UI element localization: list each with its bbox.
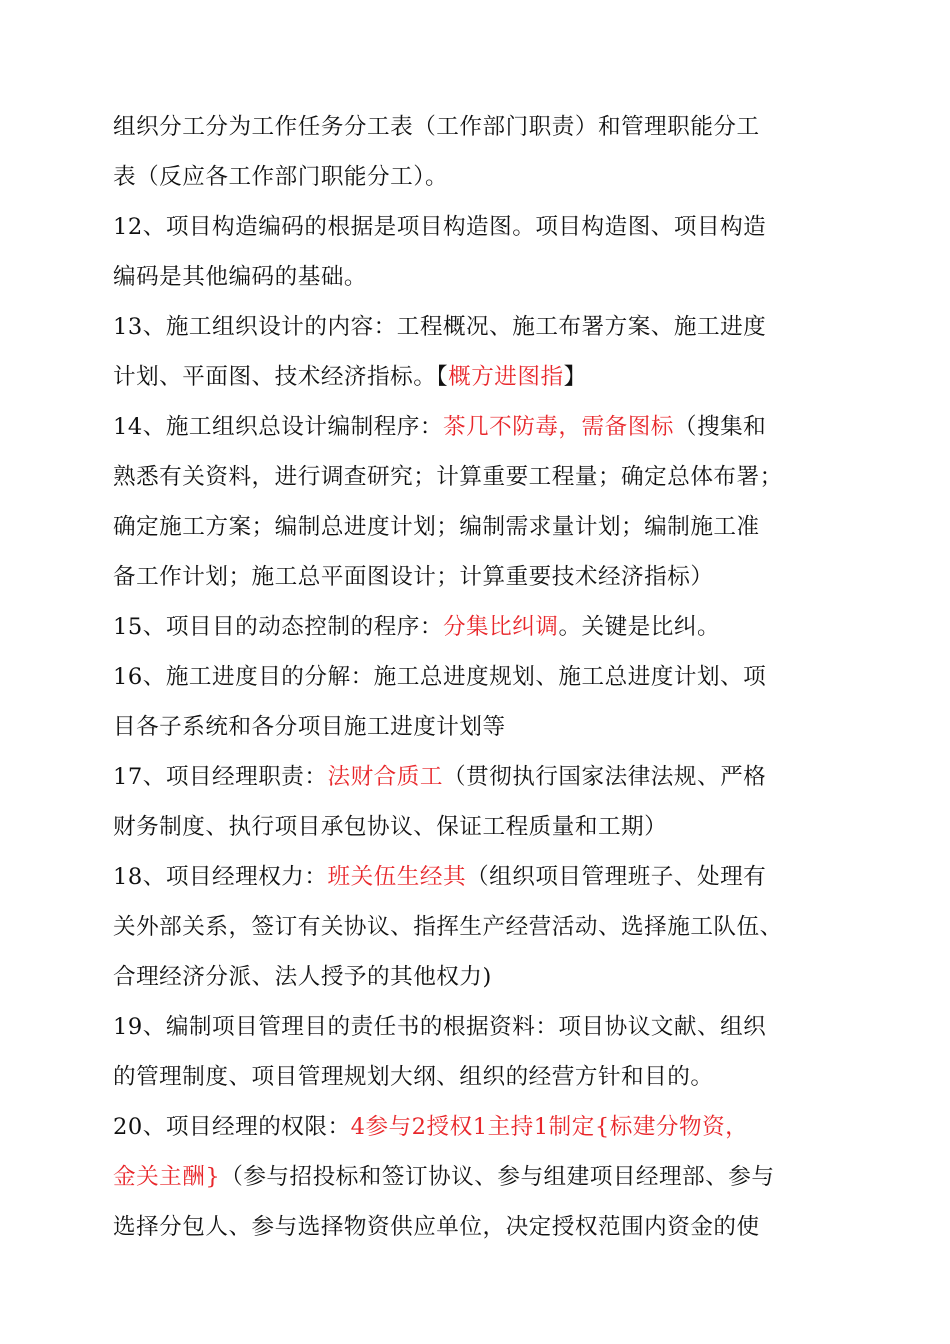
text-line (113, 552, 873, 602)
text-segment: 16、施工进度目的分解：施工总进度规划、施工总进度计划、项 (113, 664, 767, 690)
text-segment: 备工作计划；施工总平面图设计；计算重要技术经济指标） (113, 564, 714, 590)
text-line (113, 1202, 873, 1252)
text-line (113, 602, 873, 652)
text-line (113, 252, 873, 302)
text-segment: 19、编制项目管理目的责任书的根据资料：项目协议文献、组织 (113, 1014, 767, 1040)
text-line (113, 902, 873, 952)
text-segment: 】 (563, 364, 587, 390)
text-segment: 关外部关系，签订有关协议、指挥生产经营活动、选择施工队伍、 (113, 914, 783, 940)
text-line (113, 852, 873, 902)
mnemonic-highlight: 金关主酬} (113, 1164, 221, 1190)
text-segment: 编码是其他编码的基础。 (113, 264, 368, 290)
text-segment: 合理经济分派、法人授予的其他权力) (113, 964, 492, 990)
document-page (113, 102, 873, 1252)
text-segment: 13、施工组织设计的内容：工程概况、施工布署方案、施工进度 (113, 314, 767, 340)
text-segment: （贯彻执行国家法律法规、严格 (442, 764, 767, 790)
text-segment: （搜集和 (673, 414, 767, 440)
text-line (113, 1152, 873, 1202)
text-line (113, 652, 873, 702)
text-line (113, 402, 873, 452)
text-segment: 14、施工组织总设计编制程序： (113, 414, 443, 440)
text-line (113, 452, 873, 502)
mnemonic-highlight: 法财合质工 (327, 764, 443, 790)
text-segment: 17、项目经理职责： (113, 764, 328, 790)
text-segment: 目各子系统和各分项目施工进度计划等 (113, 714, 506, 740)
text-segment: 计划、平面图、技术经济指标。【 (113, 364, 449, 390)
text-segment: 。关键是比纠。 (558, 614, 721, 640)
text-line (113, 952, 873, 1002)
text-segment: 熟悉有关资料，进行调查研究；计算重要工程量；确定总体布署； (113, 464, 783, 490)
text-segment: 的管理制度、项目管理规划大纲、组织的经营方针和目的。 (113, 1064, 714, 1090)
text-segment: 财务制度、执行项目承包协议、保证工程质量和工期） (113, 814, 668, 840)
text-line (113, 202, 873, 252)
text-line (113, 302, 873, 352)
text-line (113, 502, 873, 552)
text-segment: （组织项目管理班子、处理有 (466, 864, 767, 890)
text-line (113, 702, 873, 752)
text-segment: 表（反应各工作部门职能分工）。 (113, 164, 449, 190)
text-segment: 15、项目目的动态控制的程序： (113, 614, 443, 640)
text-line (113, 102, 873, 152)
text-line (113, 152, 873, 202)
text-line (113, 802, 873, 852)
text-segment: 18、项目经理权力： (113, 864, 328, 890)
text-segment: 组织分工分为工作任务分工表（工作部门职责）和管理职能分工 (113, 114, 760, 140)
mnemonic-highlight: 班关伍生经其 (327, 864, 467, 890)
text-line (113, 752, 873, 802)
mnemonic-highlight: 4参与2授权1主持1制定{标建分物资， (350, 1114, 749, 1140)
text-line (113, 352, 873, 402)
mnemonic-highlight: 概方进图指 (448, 364, 564, 390)
text-segment: 选择分包人、参与选择物资供应单位，决定授权范围内资金的使 (113, 1214, 760, 1240)
text-line (113, 1002, 873, 1052)
text-segment: （参与招投标和签订协议、参与组建项目经理部、参与 (220, 1164, 775, 1190)
text-line (113, 1052, 873, 1102)
text-segment: 20、项目经理的权限： (113, 1114, 351, 1140)
text-segment: 确定施工方案；编制总进度计划；编制需求量计划；编制施工准 (113, 514, 760, 540)
mnemonic-highlight: 分集比纠调 (442, 614, 559, 640)
mnemonic-highlight: 茶几不防毒，需备图标 (442, 414, 674, 440)
text-line (113, 1102, 873, 1152)
text-segment: 12、项目构造编码的根据是项目构造图。项目构造图、项目构造 (113, 214, 767, 240)
